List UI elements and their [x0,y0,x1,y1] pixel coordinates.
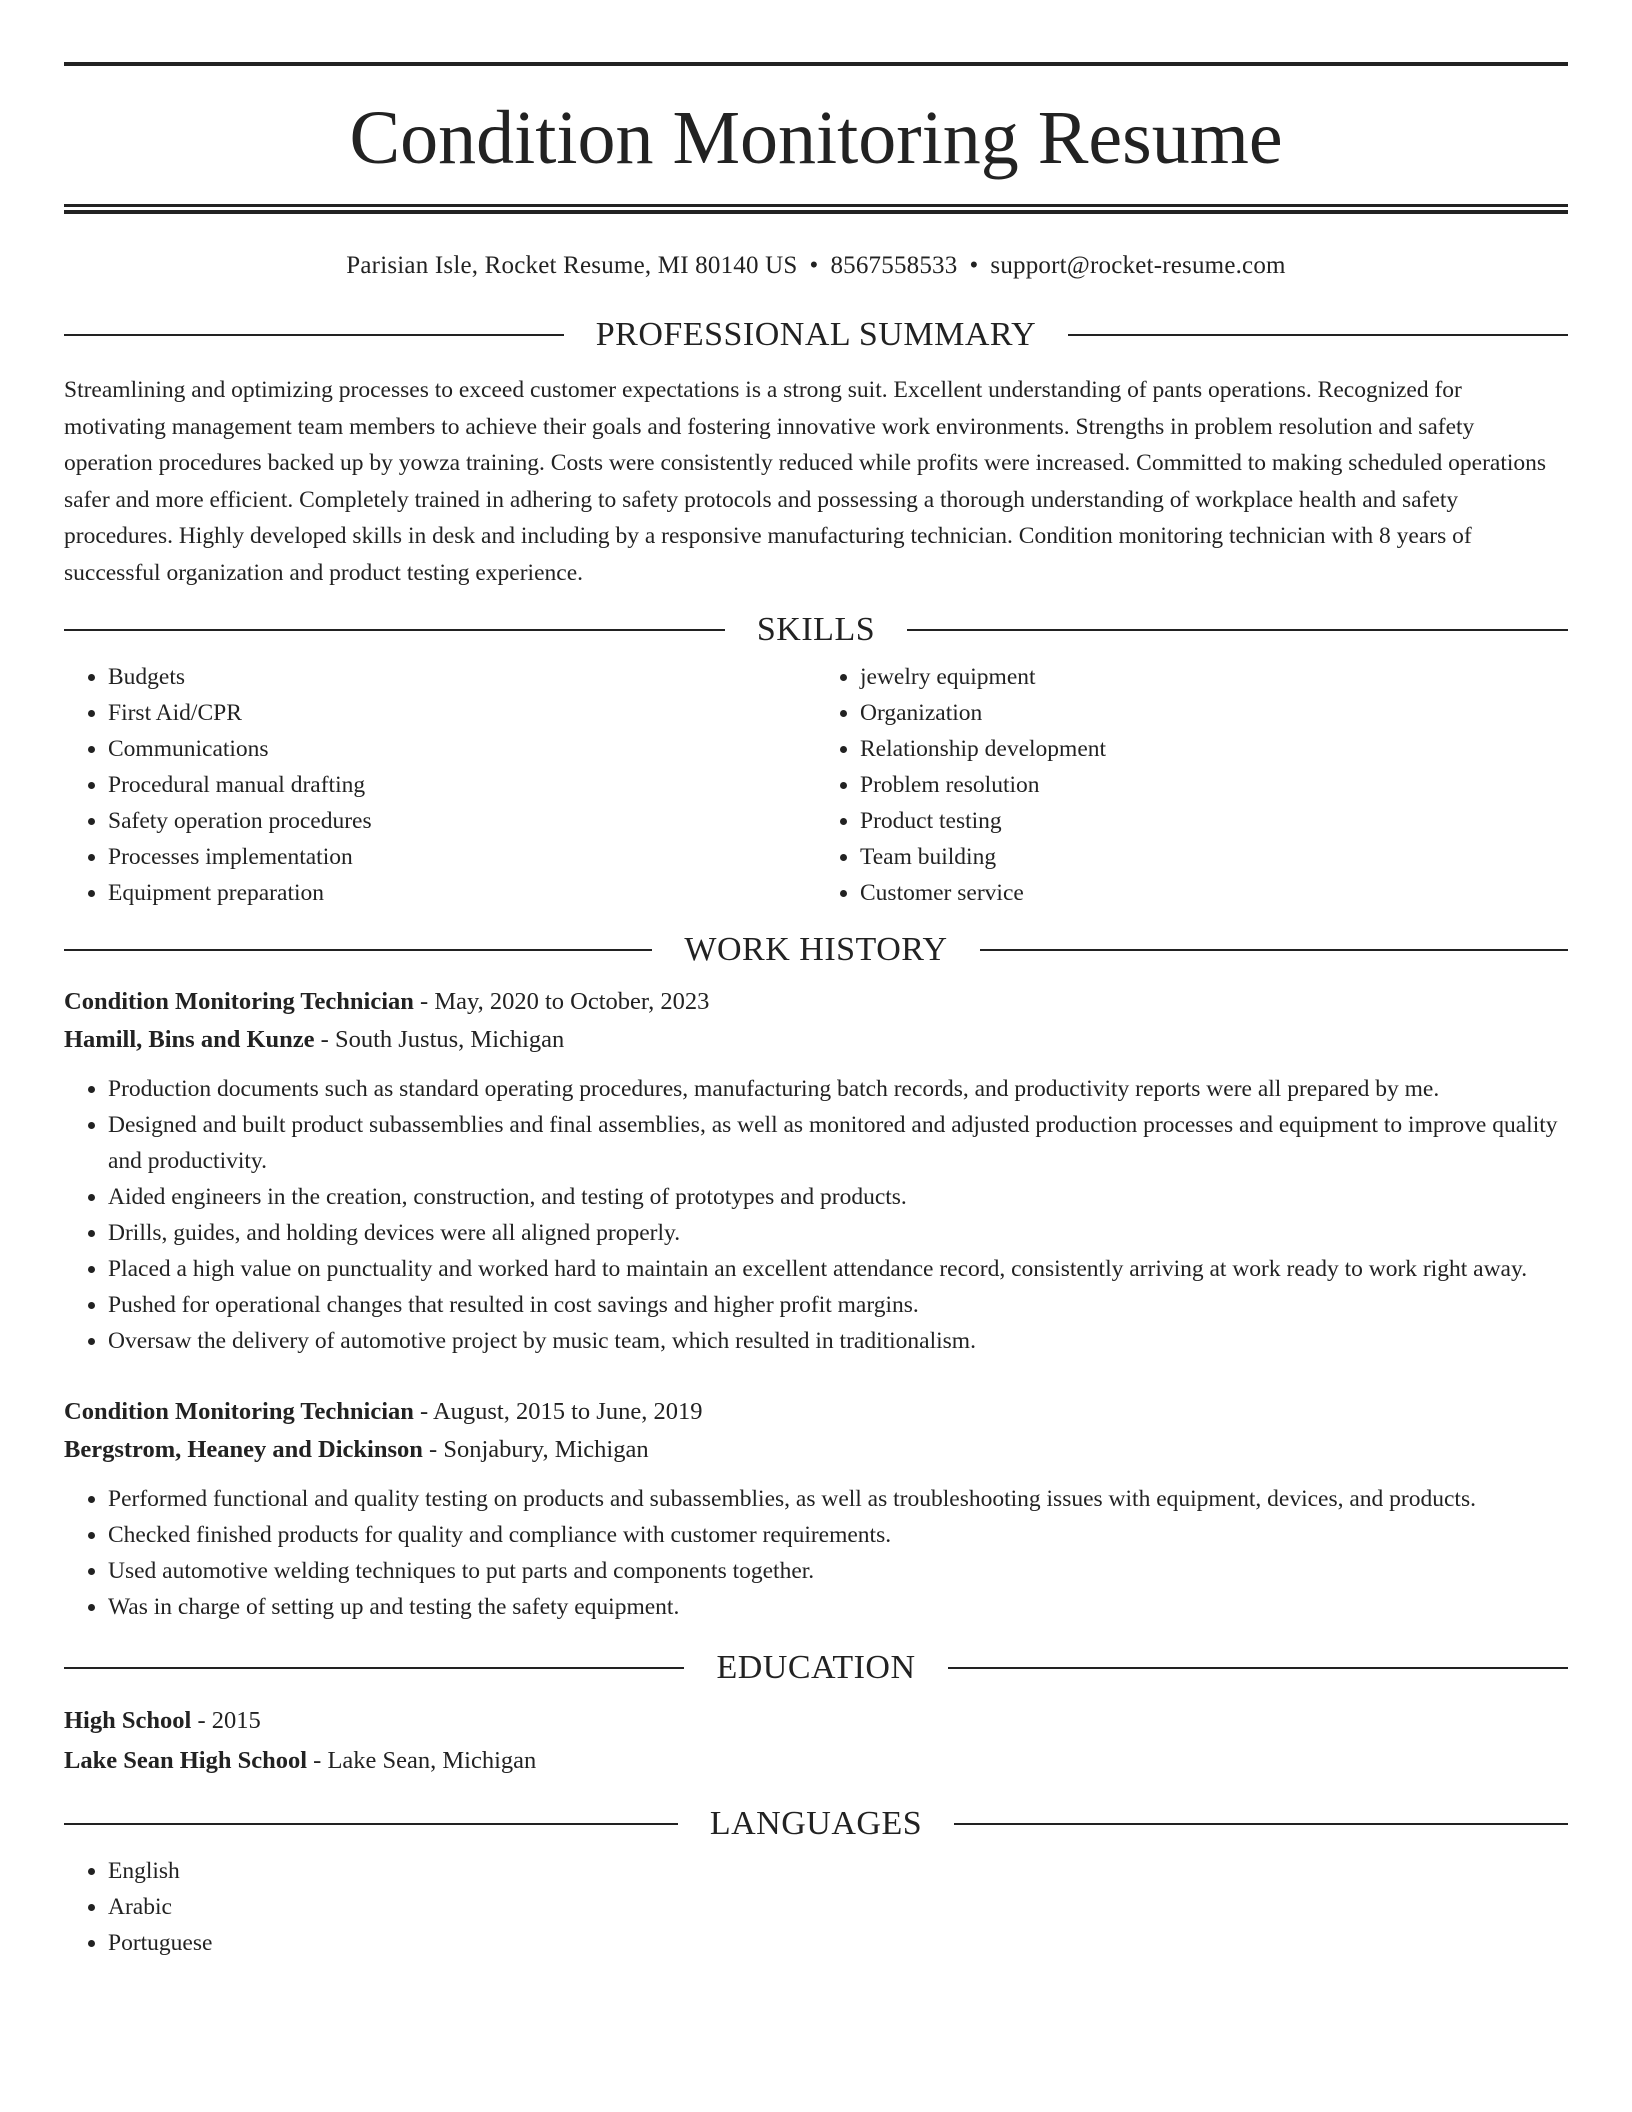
skill-item: • Problem resolution [860,767,1568,803]
education-heading-label: EDUCATION [716,1649,916,1686]
education-year: 2015 [211,1707,261,1734]
top-rule [64,62,1568,66]
job-duty: • Aided engineers in the creation, construction, and testing of prototypes and products. [108,1179,1568,1215]
heading-rule-right [907,629,1568,631]
skill-item: • Organization [860,695,1568,731]
heading-rule-left [64,1823,678,1825]
job-dates: May, 2020 to October, 2023 [434,988,710,1015]
education-degree-line: High School - 2015 [64,1707,261,1734]
summary-text: Streamlining and optimizing processes to exceed customer expectations is a strong suit. Excellent understanding of pants operations. Recognized for motivating management team members to achieve their goals and fostering innovative work environments. Strengths in problem resolution and safety operation procedures backed up by yowza training. Costs were consistently reduced while profits were increased. Committed to making scheduled operations safer and more efficient. Completely trained in adhering to safety protocols and possessing a thorough understanding of workplace health and safety procedures. Highly developed skills in desk and including by a responsive manufacturing technician. Condition monitoring technician with 8 years of successful organization and product testing experience. [64,377,1547,586]
education-degree: High School [64,1707,192,1734]
skill-item: • Communications [108,731,816,767]
contact-separator: • [809,252,819,279]
skills-column-right [816,659,1568,911]
job-dates: August, 2015 to June, 2019 [432,1398,703,1425]
title-double-rule [64,204,1568,214]
job-entry [64,983,1568,1359]
heading-rule-left [64,949,652,951]
heading-rule-right [948,1667,1568,1669]
job-duty: • Checked finished products for quality and compliance with customer requirements. [108,1517,1568,1553]
heading-rule-left [64,629,725,631]
job-duty: • Placed a high value on punctuality and worked hard to maintain an excellent attendance record, consistently arriving at work ready to work right away. [108,1251,1568,1287]
languages-list [64,1853,1568,1961]
contact-phone: 8567558533 [830,252,958,279]
summary-heading-label: PROFESSIONAL SUMMARY [595,316,1037,353]
skills-section-heading [64,613,1568,647]
job-duty: • Used automotive welding techniques to put parts and components together. [108,1553,1568,1589]
job-title: Condition Monitoring Technician [64,988,414,1015]
contact-email: support@rocket-resume.com [990,252,1286,279]
heading-rule-right [980,949,1568,951]
job-location: South Justus, Michigan [334,1026,565,1053]
summary-section-heading [64,318,1568,352]
education-location: Lake Sean, Michigan [327,1747,537,1774]
skills-list [64,659,1568,911]
skill-item: • Product testing [860,803,1568,839]
job-title-line: Condition Monitoring Technician - May, 2020 to October, 2023 [64,988,710,1015]
job-duty: • Pushed for operational changes that resulted in cost savings and higher profit margins. [108,1287,1568,1323]
job-entry [64,1393,1568,1625]
skill-item: • jewelry equipment [860,659,1568,695]
job-location: Sonjabury, Michigan [443,1436,649,1463]
heading-rule-right [1068,334,1568,336]
heading-rule-right [954,1823,1568,1825]
languages-heading-label: LANGUAGES [709,1805,923,1842]
skills-heading-label: SKILLS [756,611,876,648]
skill-item: • Procedural manual drafting [108,767,816,803]
job-company: Hamill, Bins and Kunze [64,1026,315,1053]
education-school: Lake Sean High School [64,1747,308,1774]
skills-column-left [64,659,816,911]
job-duty: • Production documents such as standard operating procedures, manufacturing batch records, and productivity reports were all prepared by me. [108,1071,1568,1107]
skill-item: • Budgets [108,659,816,695]
education-school-line: Lake Sean High School - Lake Sean, Michigan [64,1747,537,1774]
work-heading-label: WORK HISTORY [684,931,948,968]
job-company: Bergstrom, Heaney and Dickinson [64,1436,423,1463]
job-company-line: Hamill, Bins and Kunze - South Justus, Michigan [64,1026,565,1053]
skill-item: • Equipment preparation [108,875,816,911]
job-duty: • Designed and built product subassemblies and final assemblies, as well as monitored and adjusted production processes and equipment to improve quality and productivity. [108,1107,1568,1179]
heading-rule-left [64,1667,684,1669]
job-title-line: Condition Monitoring Technician - August, 2015 to June, 2019 [64,1398,703,1425]
resume-title: Condition Monitoring Resume [349,96,1283,180]
job-title: Condition Monitoring Technician [64,1398,414,1425]
job-duty: • Oversaw the delivery of automotive project by music team, which resulted in traditionalism. [108,1323,1568,1359]
job-duty: • Performed functional and quality testing on products and subassemblies, as well as troubleshooting issues with equipment, devices, and products. [108,1481,1568,1517]
skill-item: • Processes implementation [108,839,816,875]
language-item: • Portuguese [108,1925,1568,1961]
skill-item: • Team building [860,839,1568,875]
contact-address: Parisian Isle, Rocket Resume, MI 80140 US [346,252,798,279]
languages-section-heading [64,1807,1568,1841]
job-company-line: Bergstrom, Heaney and Dickinson - Sonjabury, Michigan [64,1436,649,1463]
skill-item: • First Aid/CPR [108,695,816,731]
language-item: • English [108,1853,1568,1889]
heading-rule-left [64,334,564,336]
education-section-heading [64,1651,1568,1685]
skill-item: • Customer service [860,875,1568,911]
job-duties [64,1481,1568,1625]
job-duties [64,1071,1568,1359]
skill-item: • Relationship development [860,731,1568,767]
contact-separator: • [969,252,979,279]
language-item: • Arabic [108,1889,1568,1925]
education-entry [64,1701,1568,1781]
work-section-heading [64,933,1568,967]
contact-line [64,252,1568,280]
skill-item: • Safety operation procedures [108,803,816,839]
job-duty: • Drills, guides, and holding devices were all aligned properly. [108,1215,1568,1251]
job-duty: • Was in charge of setting up and testing the safety equipment. [108,1589,1568,1625]
